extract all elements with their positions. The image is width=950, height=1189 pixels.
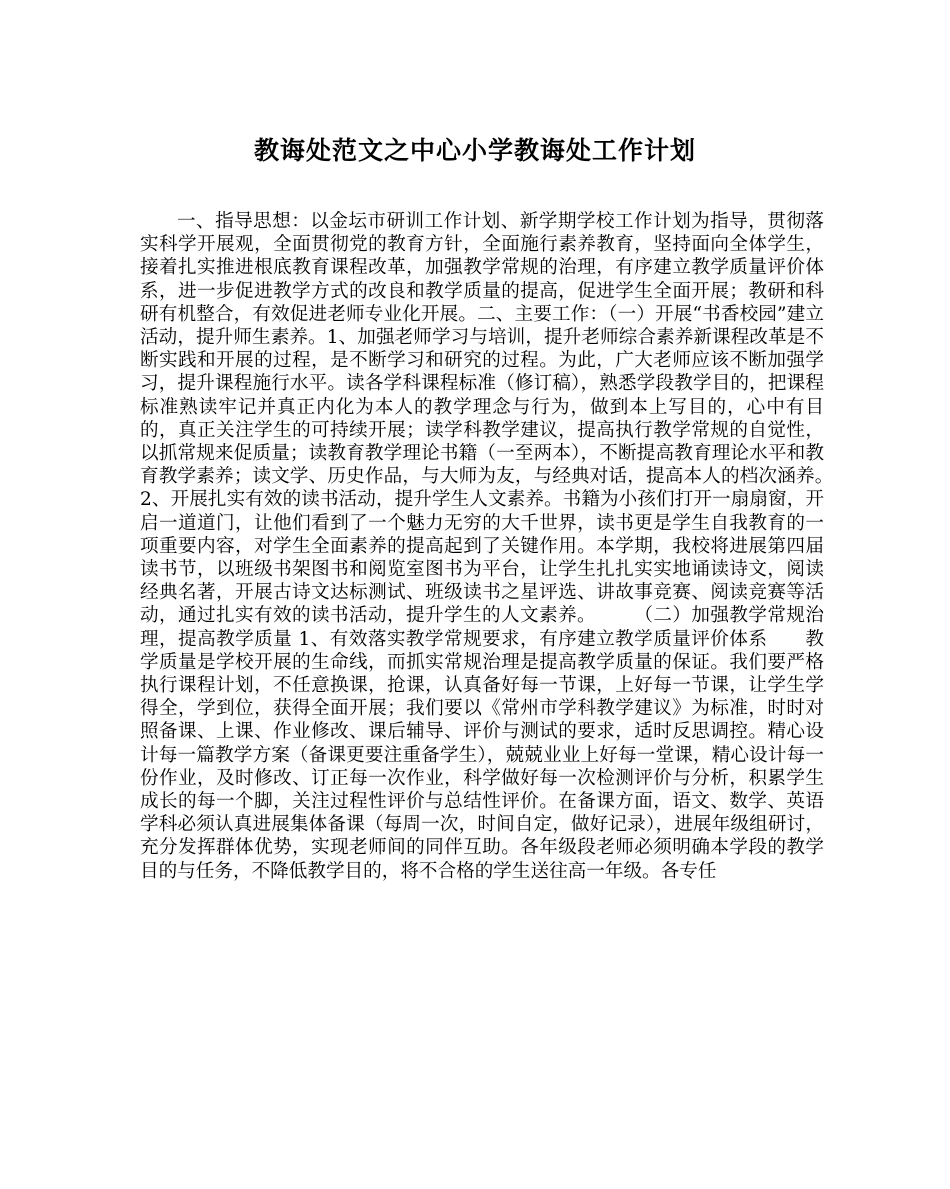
document-title: 教诲处范文之中心小学教诲处工作计划 (253, 136, 696, 165)
document-body: 一、指导思想：以金坛市研训工作计划、新学期学校工作计划为指导，贯彻落实科学开展观，全面贯彻党的教育方针，全面施行素养教育，坚持面向全体学生，接着扎实推进根底教育课程改革，加强教学常规的治理，有序建立教学质量评价体系，进一步促进教学方式的改良和教学质量的提高，促进学生全面开展；教研和科研有机整合，有效促进老师专业化开展。二、主要工作：（一）开展“书香校园”建立活动，提升师生素养。1、加强老师学习与培训，提升老师综合素养新课程改革是不断实践和开展的过程，是不断学习和研究的过程。为此，广大老师应该不断加强学习，提升课程施行水平。读各学科课程标准（修订稿），熟悉学段教学目的，把课程标准熟读牢记并真正内化为本人的教学理念与行为，做到本上写目的，心中有目的，真正关注学生的可持续开展；读学科教学建议，提高执行教学常规的自觉性，以抓常规来促质量；读教育教学理论书籍（一至两本），不断提高教育理论水平和教育教学素养；读文学、历史作品，与大师为友，与经典对话，提高本人的档次涵养。 2、开展扎实有效的读书活动，提升学生人文素养。书籍为小孩们打开一扇扇窗，开启一道道门，让他们看到了一个魅力无穷的大千世界，读书更是学生自我教育的一项重要内容，对学生全面素养的提高起到了关键作用。本学期，我校将进展第四届读书节，以班级书架图书和阅览室图书为平台，让学生扎扎实实地诵读诗文，阅读经典名著，开展古诗文达标测试、班级读书之星评选、讲故事竞赛、阅读竞赛等活动，通过扎实有效的读书活动，提升学生的人文素养。 （二）加强教学常规治理，提高教学质量 1、有效落实教学常规要求，有序建立教学质量评价体系 教学质量是学校开展的生命线，而抓实常规治理是提高教学质量的保证。我们要严格执行课程计划，不任意换课，抢课，认真备好每一节课，上好每一节课，让学生学得全，学到位，获得全面开展；我们要以《常州市学科教学建议》为标准，时时对照备课、上课、作业修改、课后辅导、评价与测试的要求，适时反思调控。精心设计每一篇教学方案（备课更要注重备学生），兢兢业业上好每一堂课，精心设计每一份作业，及时修改、订正每一次作业，科学做好每一次检测评价与分析，积累学生成长的每一个脚，关注过程性评价与总结性评价。在备课方面，语文、数学、英语学科必须认真进展集体备课（每周一次，时间自定，做好记录），进展年级组研讨，充分发挥群体优势，实现老师间的同伴互助。各年级段老师必须明确本学段的教学目的与任务，不降低教学目的，将不合格的学生送往高一年级。各专任 (140, 211, 936, 882)
